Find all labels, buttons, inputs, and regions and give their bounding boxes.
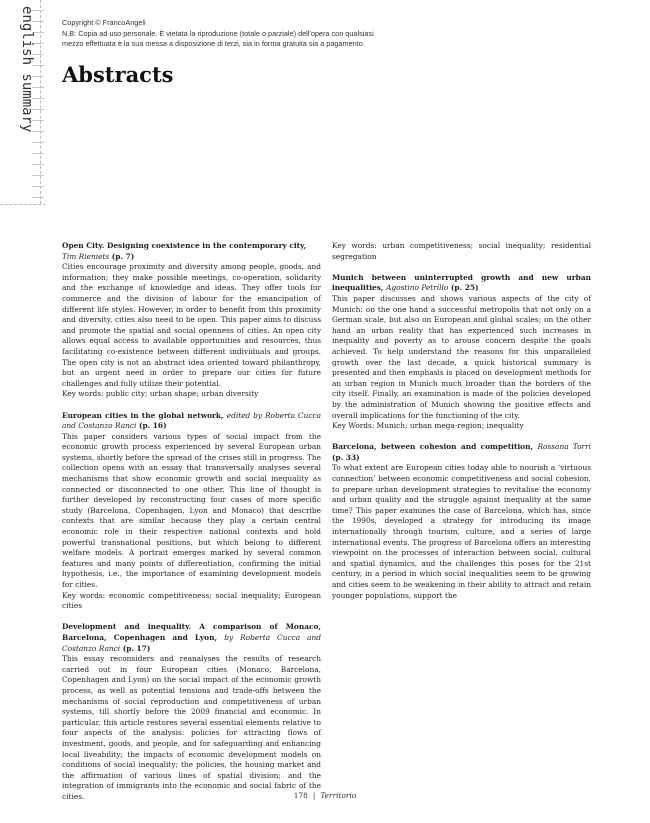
left-column: [62, 241, 321, 813]
abstract-heading: [332, 273, 591, 294]
footer-separator: |: [312, 791, 316, 800]
abstract-author: edited by Roberta Cucca and Costanzo Ranci: [62, 410, 322, 431]
journal-name: Territorio: [320, 791, 357, 800]
abstract-page-ref: (p. 7): [111, 251, 135, 261]
abstract-author: Rossana Torri: [537, 442, 591, 452]
page-title: Abstracts: [62, 62, 174, 87]
side-tab-label: english summary: [19, 6, 35, 133]
side-tab: [0, 0, 46, 205]
abstract-entry-continued: [332, 241, 591, 262]
abstract-entry: [62, 622, 321, 802]
copyright-line: mezzo effettuata e la sua messa a disposizione di terzi, sia in forma gratuita sia a pagamento.: [62, 39, 365, 49]
abstract-entry: [332, 273, 591, 432]
abstract-heading: [62, 622, 321, 654]
abstract-keywords: Key words: economic competitiveness; social inequality; European cities: [62, 590, 321, 611]
copyright-line: Copyright © FrancoAngeli: [62, 18, 146, 27]
copyright-notice: [62, 18, 602, 50]
abstract-author: by Roberta Cucca and Costanzo Ranci: [62, 632, 322, 653]
abstract-keywords: Key words: public city; urban shape; urban diversity: [62, 389, 259, 399]
abstract-title: Development and inequality. A comparison of Monaco, Barcelona, Copenhagen and Lyon,: [62, 622, 321, 642]
abstract-author: Tim Rieniets: [62, 251, 110, 261]
copyright-line: N.B: Copia ad uso personale. È vietata la riproduzione (totale o parziale) dell'opera con qualsiasi: [62, 28, 374, 38]
page-footer: [0, 791, 650, 800]
abstract-author: Agostino Petrillo: [386, 283, 449, 293]
abstract-heading: [332, 442, 591, 463]
abstract-entry: [62, 411, 321, 612]
abstract-body: This paper discusses and shows various aspects of the city of Munich: on the one hand a successful metropolis that not only on a German scale, but also on European and global scales; on the other hand an urban reality that has experienced such increases in inequality and poverty as to arouse concern despite the goals achieved. To help understand the reasons for this unparalleled growth over the last decade, a quick historical summary is presented and then emphasis is placed on development methods for an urban region in Munich much broader than the borders of the city itself. Finally, an examination is made of the policies developed by the administration of Munich showing the positive effects and overall implications for the functioning of the city.: [332, 293, 591, 420]
abstract-page-ref: (p. 33): [332, 452, 360, 462]
abstract-body: Cities encourage proximity and diversity among people, goods, and information; they make possible meetings, co-operation, solidarity and the exchange of knowledge and ideas. They offer tools for commerce and the division of labour for the emancipation of different life styles. However, in order to benefit from this proximity and diversity, cities also need to be open. This paper aims to discuss and promote the spatial and social openness of cities. An open city allows equal access to available opportunities and resources, thus facilitating co-existence between different individuals and groups. The open city is not an abstract idea oriented toward philanthropy, but an urgent need in order to prepare our cities for future challenges and fully utilize their potential.: [62, 262, 321, 388]
abstract-page-ref: (p. 16): [138, 421, 167, 431]
abstract-page-ref: (p. 17): [122, 643, 151, 653]
abstract-page-ref: (p. 25): [450, 283, 479, 293]
abstract-heading: [62, 411, 321, 432]
abstract-body: To what extent are European cities today able to nourish a ‘virtuous connection’ between economic competitiveness and social cohesion, to prepare urban development strategies to revitalise the economy and urban quality and the struggle against inequality at the same time? This paper examines the case of Barcelona, which has, since the 1990s, developed a strategy for introducing its image internationally through tourism, culture, and a series of large international events. The progress of Barcelona offers an interesting viewpoint on the processes of interaction between social, cultural and spatial dynamics, and the challenges this poses for the 21st century, in a period in which social inequalities seem to be growing and cities seem to be weakening in their ability to attract and retain younger populations, support the: [332, 463, 591, 600]
abstract-title: Barcelona, between cohesion and competition,: [332, 442, 534, 452]
page-number: 178: [293, 791, 308, 800]
abstract-keywords: Key words: urban competitiveness; social inequality; residential segregation: [332, 241, 591, 261]
abstract-title: European cities in the global network,: [62, 410, 224, 420]
abstract-keywords: Key Words: Munich; urban mega-region; inequality: [332, 421, 524, 431]
right-column: [332, 241, 591, 612]
abstract-heading: [62, 241, 321, 262]
abstract-entry: [332, 442, 591, 601]
abstract-title: Munich between uninterrupted growth and new urban inequalities,: [332, 272, 591, 293]
abstract-entry: [62, 241, 321, 400]
side-tab-rail: [40, 0, 41, 204]
abstract-body: This paper considers various types of social impact from the economic growth process experienced by several European urban systems, shortly before the spread of the crises still in progress. The collection opens with an essay that transversally analyses several mechanisms that show economic growth and social inequality as connected or disconnected to one other. This line of thought is further developed by reconstructing four cases of more specific study (Barcelona, Copenhagen, Lyon and Monaco) that describe contexts that are similar because they play a certain central economic role in their respective national contexts and hold powerful transnational positions, but which belong to different welfare models. A portrait emerges marked by several common features and many points of differentiation, confirming the initial hypothesis, i.e., the importance of examining development models for cities.: [62, 431, 321, 589]
abstract-body: This essay reconsiders and reanalyses the results of research carried out in four European cities (Monaco, Barcelona, Copenhagen and Lyon) on the social impact of the economic growth process, as well as potential tensions and trade-offs between the mechanisms of social reproduction and competitiveness of urban systems, till shortly before the 2009 financial and economic. In particular, this article restores several essential elements relative to four aspects of the analysis: policies for attracting flows of investment, goods, and people, and for safeguarding and enhancing local liveability; the impacts of economic development models on conditions of social inequality; the policies, the housing market and the affirmation of various lines of spatial division; and the integration of immigrants into the economic and social fabric of the cities.: [62, 654, 321, 801]
abstract-title: Open City. Designing coexistence in the contemporary city,: [62, 241, 307, 250]
